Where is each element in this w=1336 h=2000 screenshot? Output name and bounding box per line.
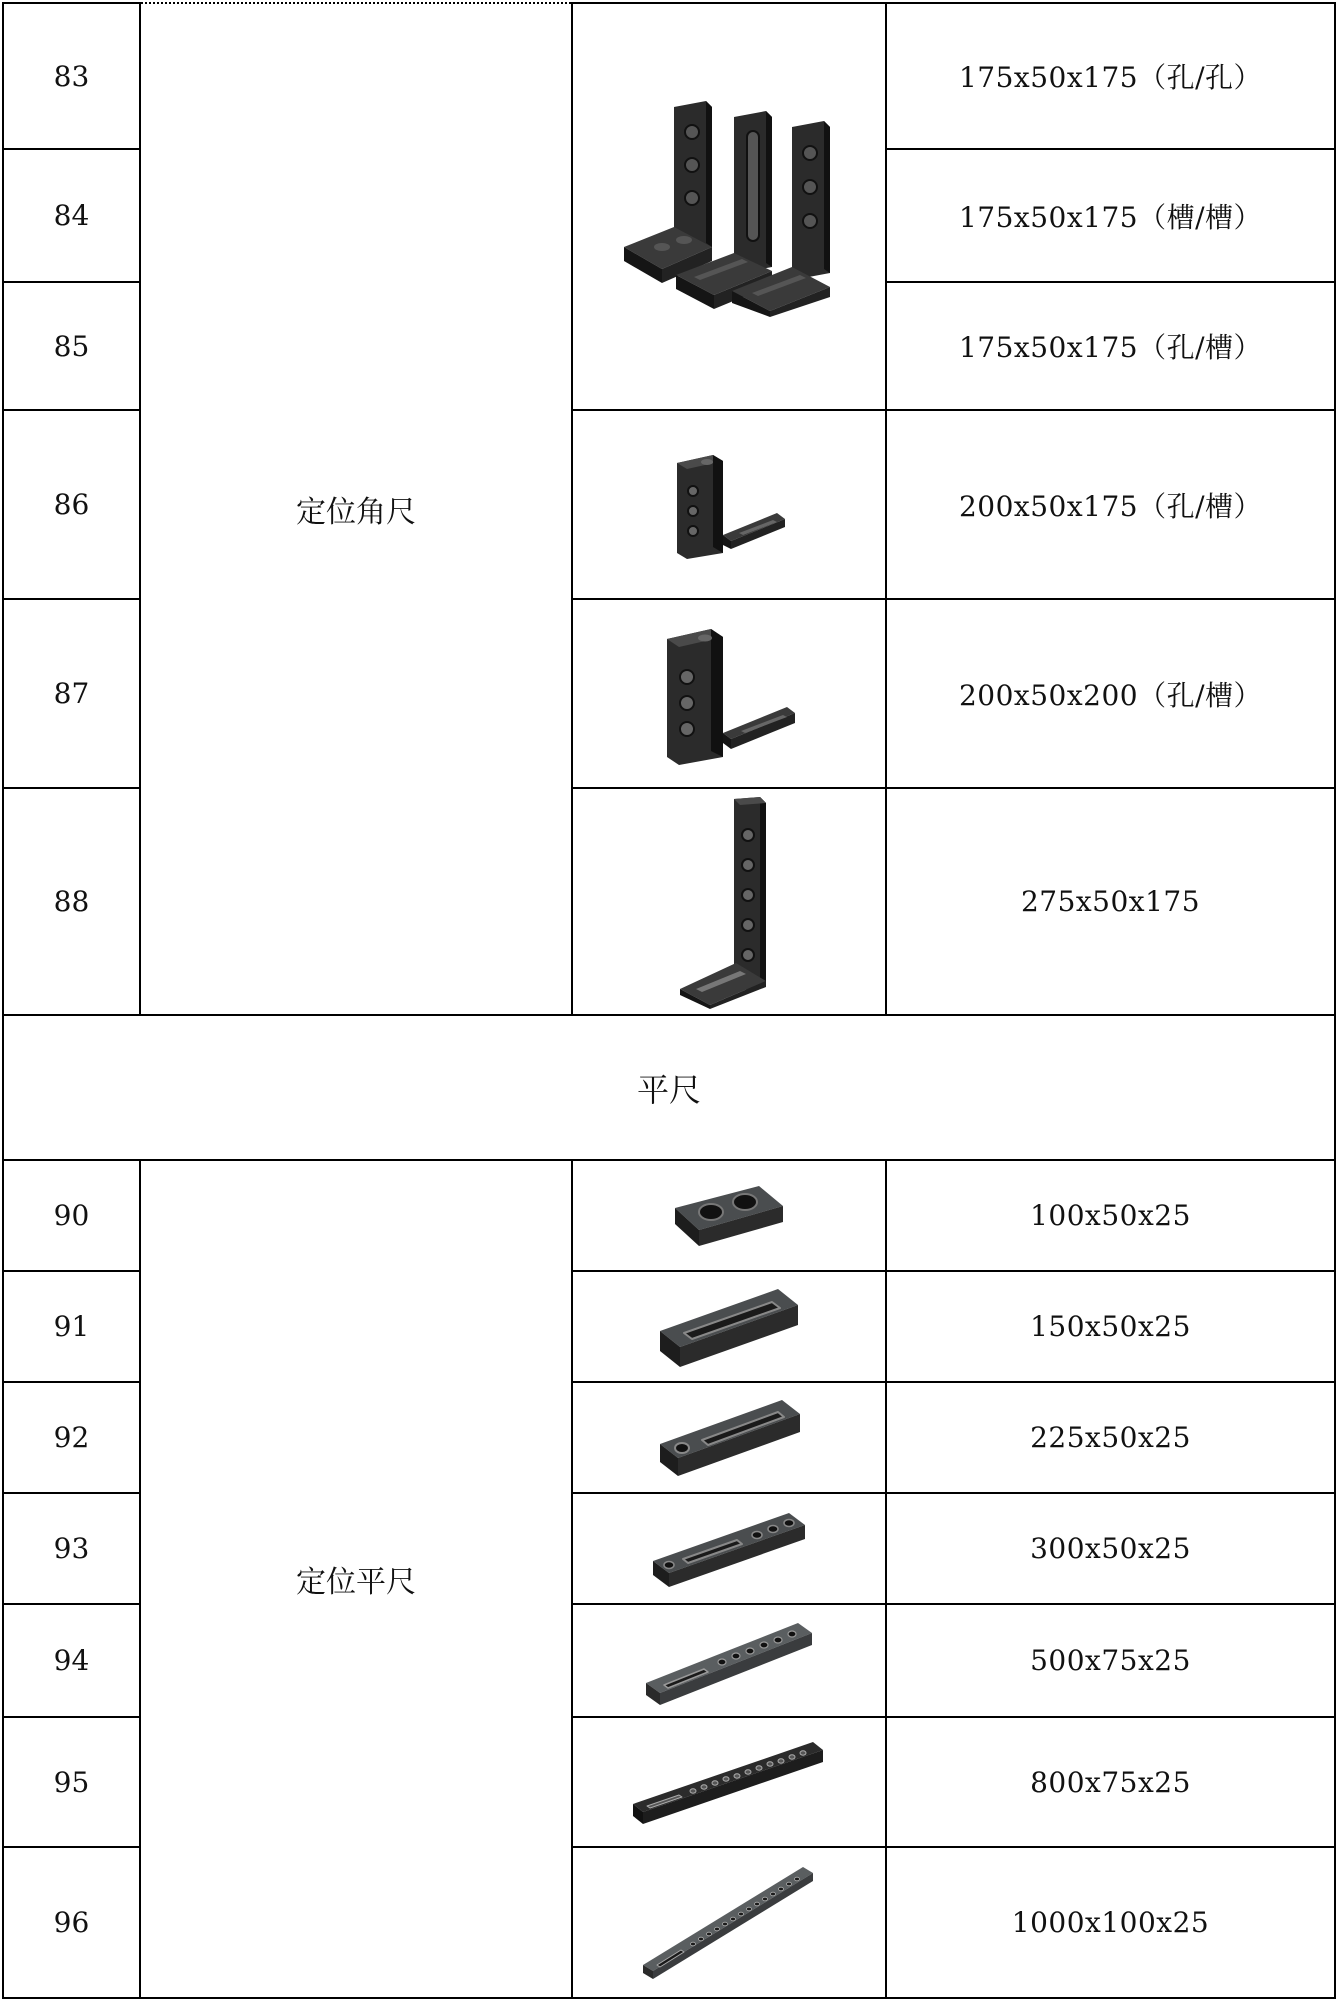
product-image-cell	[572, 1717, 886, 1847]
product-image-cell	[572, 1160, 886, 1271]
flat-ruler-1000x100-image	[639, 1861, 819, 1985]
angle-square-trio-image	[614, 97, 844, 317]
item-number: 91	[3, 1271, 140, 1382]
flat-ruler-225x50-image	[654, 1392, 804, 1484]
item-number: 90	[3, 1160, 140, 1271]
spec-value: 275x50x175	[886, 788, 1335, 1015]
spec-value: 150x50x25	[886, 1271, 1335, 1382]
flat-ruler-800x75-image	[629, 1734, 829, 1830]
angle-square-200x175-image	[669, 449, 789, 561]
product-image-cell	[572, 3, 886, 410]
spec-value: 200x50x175（孔/槽）	[886, 410, 1335, 599]
spec-value: 800x75x25	[886, 1717, 1335, 1847]
angle-square-275x175-image	[674, 795, 784, 1009]
spec-value: 175x50x175（孔/槽）	[886, 282, 1335, 410]
category-name: 定位平尺	[140, 1160, 572, 1998]
item-number: 83	[3, 3, 140, 149]
item-number: 88	[3, 788, 140, 1015]
product-spec-table	[2, 2, 1336, 1999]
product-image-cell	[572, 1847, 886, 1998]
angle-square-200x200-image	[659, 621, 799, 767]
item-number: 93	[3, 1493, 140, 1604]
item-number: 84	[3, 149, 140, 282]
product-image-cell	[572, 1382, 886, 1493]
product-image-cell	[572, 599, 886, 788]
category-name: 定位角尺	[140, 3, 572, 1015]
spec-value: 300x50x25	[886, 1493, 1335, 1604]
table-row	[3, 1015, 1335, 1160]
section-title: 平尺	[3, 1015, 1335, 1160]
product-image-cell	[572, 788, 886, 1015]
flat-ruler-500x75-image	[642, 1613, 816, 1709]
item-number: 85	[3, 282, 140, 410]
spec-value: 200x50x200（孔/槽）	[886, 599, 1335, 788]
spec-value: 100x50x25	[886, 1160, 1335, 1271]
table-row	[3, 3, 1335, 149]
item-number: 92	[3, 1382, 140, 1493]
flat-ruler-100x50-image	[669, 1176, 789, 1256]
flat-ruler-300x50-image	[649, 1503, 809, 1595]
product-image-cell	[572, 1604, 886, 1717]
product-image-cell	[572, 1493, 886, 1604]
item-number: 95	[3, 1717, 140, 1847]
product-image-cell	[572, 1271, 886, 1382]
spec-value: 225x50x25	[886, 1382, 1335, 1493]
item-number: 87	[3, 599, 140, 788]
spec-value: 500x75x25	[886, 1604, 1335, 1717]
spec-value: 175x50x175（槽/槽）	[886, 149, 1335, 282]
product-image-cell	[572, 410, 886, 599]
spec-value: 1000x100x25	[886, 1847, 1335, 1998]
item-number: 86	[3, 410, 140, 599]
spec-value: 175x50x175（孔/孔）	[886, 3, 1335, 149]
flat-ruler-150x50-image	[654, 1281, 804, 1373]
item-number: 94	[3, 1604, 140, 1717]
item-number: 96	[3, 1847, 140, 1998]
table-row	[3, 1160, 1335, 1271]
